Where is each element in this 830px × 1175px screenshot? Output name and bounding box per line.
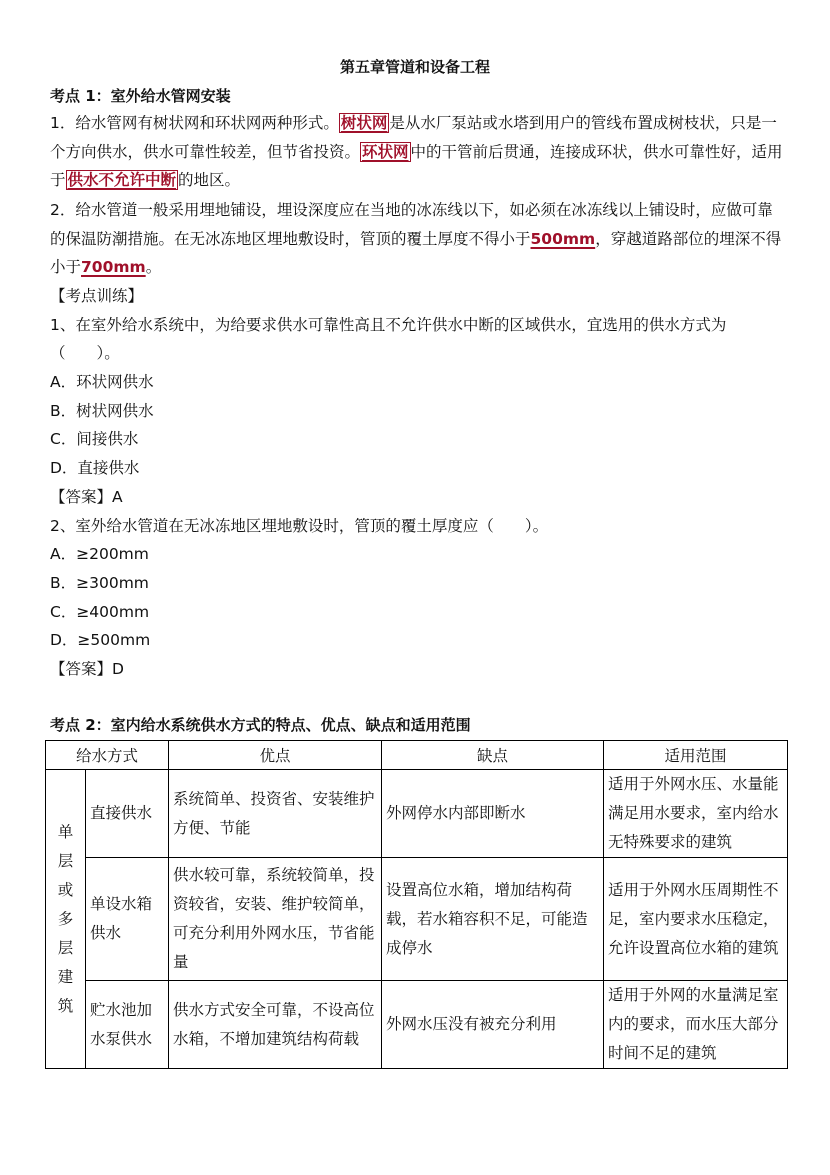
q1-option-b: B．树状网供水: [50, 401, 154, 420]
question-2-stem: 2、室外给水管道在无冰冻地区埋地敷设时，管顶的覆土厚度应（ ）。: [50, 516, 549, 535]
method-cell: 直接供水: [86, 770, 169, 858]
q2-option-b: B．≥300mm: [50, 573, 149, 592]
highlight-500mm: 500mm: [530, 229, 596, 248]
highlight-ring-network: 环状网: [362, 142, 409, 161]
table-row: [46, 770, 788, 858]
q2-option-c: C．≥400mm: [50, 602, 150, 621]
table-header-row: [46, 741, 788, 770]
paragraph-1: [50, 109, 785, 195]
table-row: [46, 858, 788, 981]
question-1-stem: 1、在室外给水系统中，为给要求供水可靠性高且不允许供水中断的区域供水，宜选用的供水方式为（ ）。: [50, 315, 727, 363]
p1-text-d: 的地区。: [178, 171, 241, 189]
group-char: 层: [57, 851, 74, 870]
cons-cell: 外网水压没有被充分利用: [382, 981, 604, 1069]
method-cell: 单设水箱供水: [86, 858, 169, 981]
pros-cell: 供水较可靠，系统较简单，投资较省，安装、维护较简单，可充分利用外网水压，节省能量: [169, 858, 382, 981]
training-label: 【考点训练】: [50, 287, 144, 305]
q2-option-d: D．≥500mm: [50, 631, 151, 650]
group-char: 单: [57, 822, 74, 841]
q2-answer: 【答案】D: [50, 659, 124, 678]
header-method: 给水方式: [46, 741, 169, 770]
p2-text-b: ，穿越道路部位的埋深不得小于: [50, 229, 782, 276]
cons-cell: 外网停水内部即断水: [382, 770, 604, 858]
q2-option-a: A．≥200mm: [50, 545, 149, 564]
training-section: [50, 282, 785, 684]
q1-answer: 【答案】A: [50, 487, 123, 506]
p2-text-a: 2．给水管道一般采用埋地铺设，埋设深度应在当地的冰冻线以下，如必须在冰冻线以上铺设时，应做可靠的保温防潮措施。在无冰冻地区埋地敷设时，管顶的覆土厚度不得小于: [50, 201, 773, 248]
header-pros: 优点: [169, 741, 382, 770]
scope-cell: 适用于外网的水量满足室内的要求，而水压大部分时间不足的建筑: [604, 981, 788, 1069]
group-char: 多: [57, 909, 74, 928]
method-cell: 贮水池加水泵供水: [86, 981, 169, 1069]
q1-option-d: D．直接供水: [50, 459, 140, 478]
group-char: 层: [57, 938, 74, 957]
group-char: 或: [57, 880, 74, 899]
paragraph-2: [50, 196, 785, 282]
q1-option-c: C．间接供水: [50, 430, 139, 449]
section2-heading: 考点 2：室内给水系统供水方式的特点、优点、缺点和适用范围: [50, 716, 471, 734]
highlight-no-interrupt: 供水不允许中断: [67, 171, 177, 189]
p2-text-c: 。: [145, 258, 162, 276]
highlight-tree-network: 树状网: [340, 114, 388, 132]
p1-text-a: 1．给水管网有树状网和环状网两种形式。: [50, 114, 339, 132]
cons-cell: 设置高位水箱，增加结构荷载，若水箱容积不足，可能造成停水: [382, 858, 604, 981]
building-type-cell: [46, 770, 86, 1069]
table-row: [46, 981, 788, 1069]
header-scope: 适用范围: [604, 741, 788, 770]
q1-option-a: A．环状网供水: [50, 373, 154, 392]
pros-cell: 系统简单、投资省、安装维护方便、节能: [169, 770, 382, 858]
highlight-700mm: 700mm: [81, 258, 146, 276]
p1-text-b: 是从水厂泵站或水塔到用户的管线布置成树枝状，只是一个方向供水，供水可靠性较差，但节省投资。: [50, 114, 777, 161]
group-char: 建: [57, 967, 74, 986]
pros-cell: 供水方式安全可靠，不设高位水箱，不增加建筑结构荷载: [169, 981, 382, 1069]
group-char: 筑: [57, 996, 74, 1015]
page-title: 第五章管道和设备工程: [339, 58, 490, 76]
scope-cell: 适用于外网水压周期性不足，室内要求水压稳定，允许设置高位水箱的建筑: [604, 858, 788, 981]
section1-heading: 考点 1：室外给水管网安装: [50, 87, 231, 105]
header-cons: 缺点: [382, 741, 604, 770]
p1-text-c: 中的干管前后贯通，连接成环状，供水可靠性好，适用于: [50, 142, 783, 189]
scope-cell: 适用于外网水压、水量能满足用水要求，室内给水无特殊要求的建筑: [604, 770, 788, 858]
water-supply-table: [45, 740, 788, 1069]
